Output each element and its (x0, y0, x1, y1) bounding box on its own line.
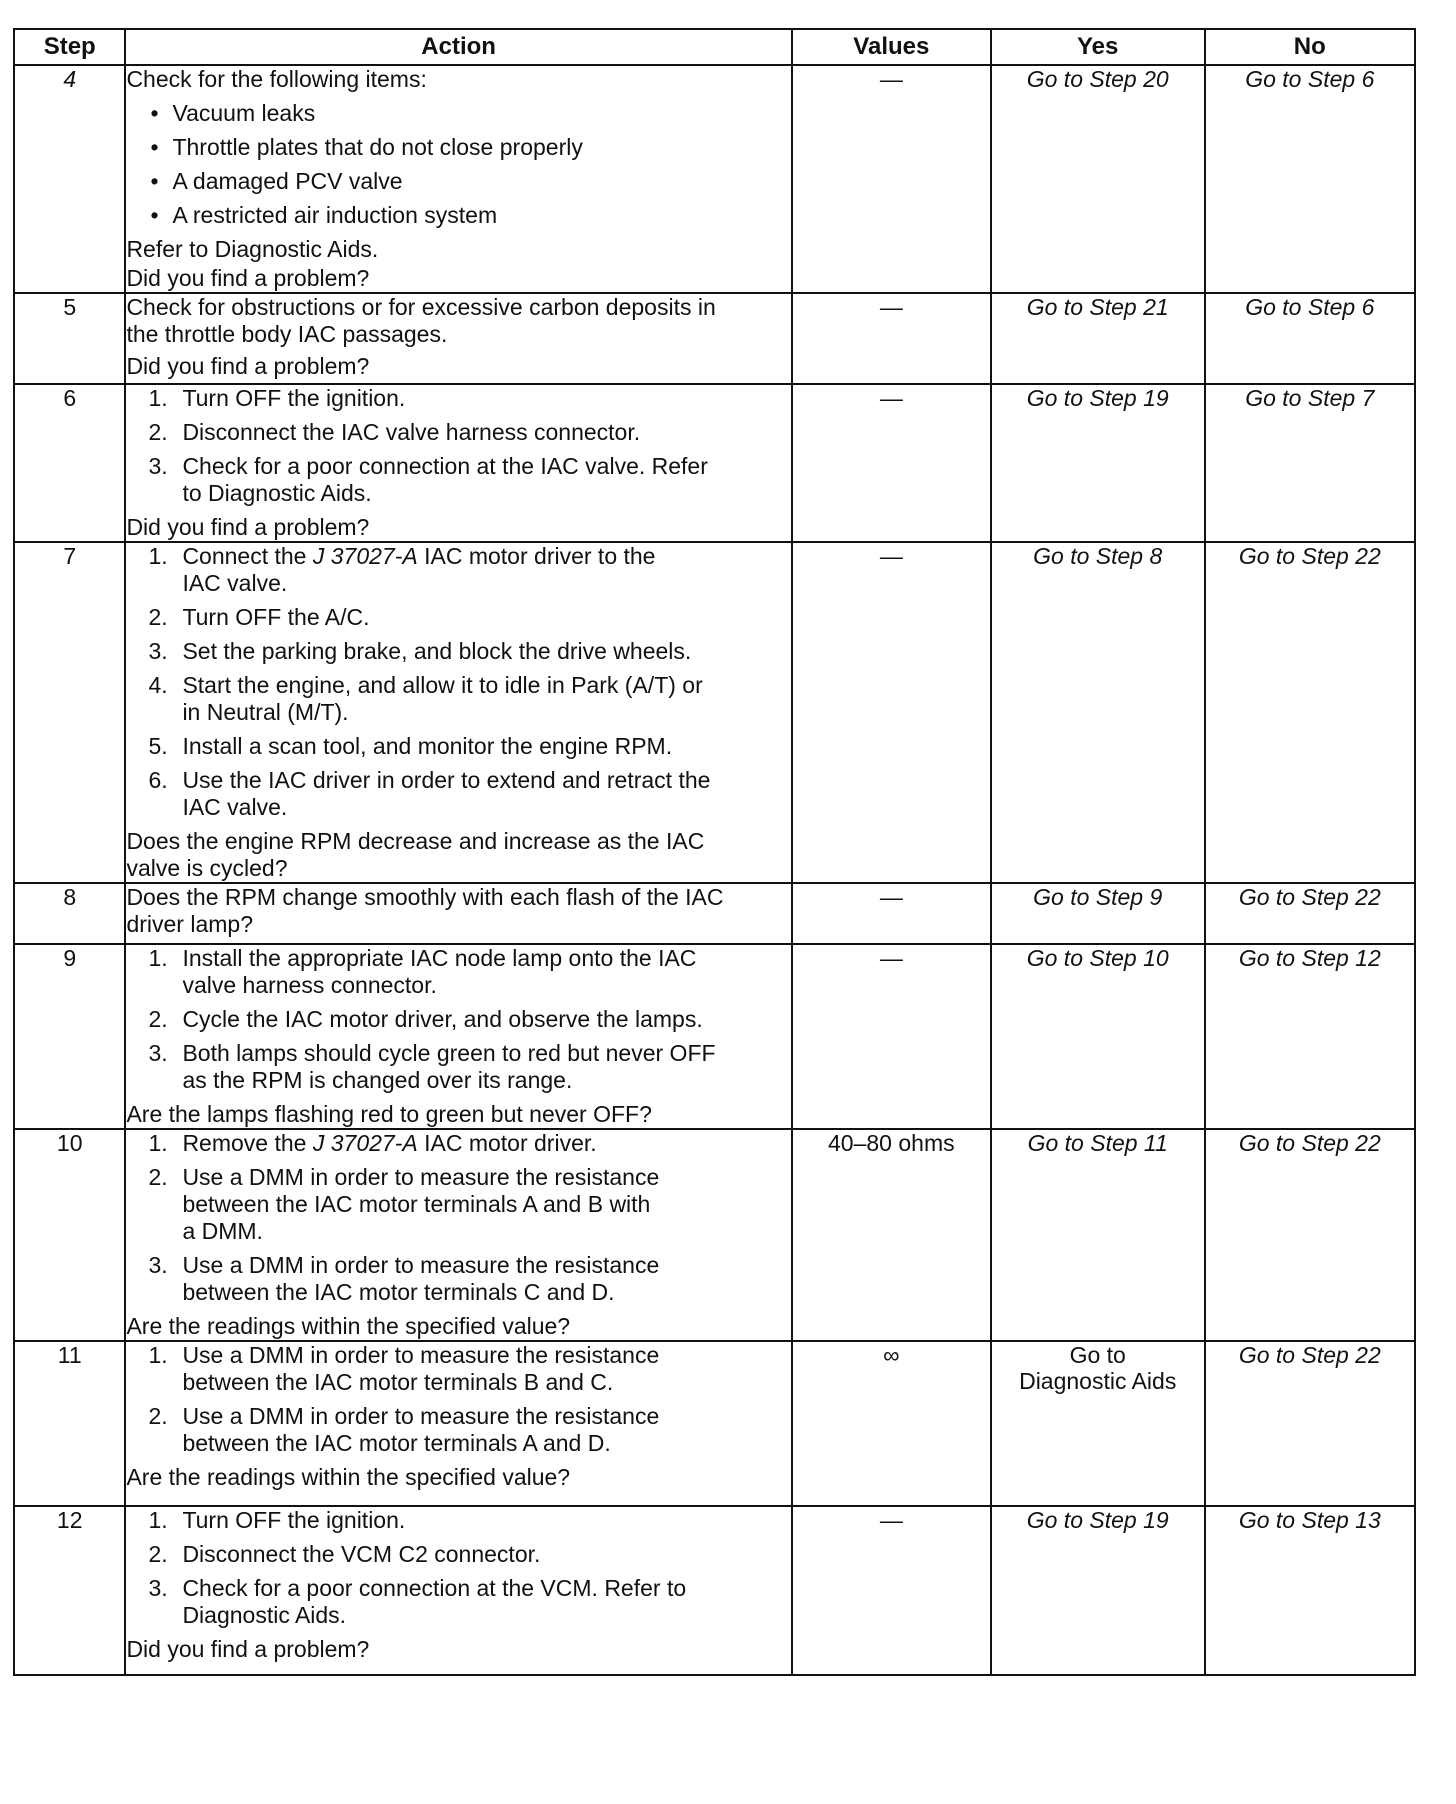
list-number: 1. (148, 1507, 168, 1533)
list-item (126, 1006, 790, 1033)
list-item-text: A damaged PCV valve (172, 168, 403, 194)
table-row (14, 1341, 1415, 1506)
list-number: 4. (148, 672, 168, 698)
list-item-text: Vacuum leaks (172, 100, 316, 126)
list-item (126, 1541, 790, 1568)
list-item (126, 638, 790, 665)
action-note: Refer to Diagnostic Aids. (126, 236, 379, 262)
no-cell: Go to Step 6 (1205, 65, 1415, 293)
list-item-text: Disconnect the IAC valve harness connector. (182, 419, 641, 445)
action-cell (125, 293, 791, 384)
table-row (14, 1129, 1415, 1341)
yes-cell: Go to Step 21 (991, 293, 1205, 384)
list-item-text: in Neutral (M/T). (182, 699, 349, 725)
action-cell (125, 1341, 791, 1506)
bullet-list (126, 100, 790, 229)
list-item (126, 1403, 790, 1457)
list-item-text: Turn OFF the ignition. (182, 1507, 406, 1533)
yes-cell: Go to Step 10 (991, 944, 1205, 1129)
step-number: 6 (14, 384, 125, 542)
list-item (126, 1342, 790, 1396)
list-item-text: Connect the J 37027-A IAC motor driver to the (182, 543, 656, 569)
list-number: 2. (148, 1164, 168, 1190)
list-item-text: between the IAC motor terminals A and B with (182, 1191, 651, 1217)
list-item (126, 733, 790, 760)
list-item-text: to Diagnostic Aids. (182, 480, 372, 506)
list-item-text: Check for a poor connection at the VCM. Refer to (182, 1575, 687, 1601)
list-item-text: between the IAC motor terminals A and D. (182, 1430, 611, 1456)
list-item-text: Install the appropriate IAC node lamp onto the IAC (182, 945, 697, 971)
value-cell: — (792, 293, 991, 384)
list-item (126, 1575, 790, 1629)
action-question: valve is cycled? (126, 855, 288, 881)
table-row (14, 65, 1415, 293)
action-text: Does the RPM change smoothly with each flash of the IAC (126, 884, 724, 910)
numbered-list (126, 1342, 790, 1457)
step-number: 9 (14, 944, 125, 1129)
list-number: 2. (148, 419, 168, 445)
list-item (126, 672, 790, 726)
list-item-text: Cycle the IAC motor driver, and observe the lamps. (182, 1006, 703, 1032)
action-cell (125, 883, 791, 944)
action-question: Did you find a problem? (126, 265, 370, 291)
table-row (14, 542, 1415, 883)
list-item-text: Use the IAC driver in order to extend and retract the (182, 767, 711, 793)
numbered-list (126, 385, 790, 507)
list-number: 3. (148, 453, 168, 479)
table-row (14, 384, 1415, 542)
list-item-text: a DMM. (182, 1218, 263, 1244)
no-cell: Go to Step 22 (1205, 883, 1415, 944)
action-text: the throttle body IAC passages. (126, 321, 448, 347)
list-number: 1. (148, 385, 168, 411)
value-cell: — (792, 65, 991, 293)
action-cell (125, 1506, 791, 1675)
list-number: 2. (148, 1006, 168, 1032)
table-row (14, 293, 1415, 384)
list-item-text: Use a DMM in order to measure the resistance (182, 1252, 660, 1278)
list-item (126, 453, 790, 507)
list-item (126, 419, 790, 446)
list-item-text: Turn OFF the A/C. (182, 604, 370, 630)
yes-cell (991, 1341, 1205, 1506)
header-values: Values (792, 29, 991, 65)
step-number: 7 (14, 542, 125, 883)
value-cell: — (792, 1506, 991, 1675)
list-number: 2. (148, 1403, 168, 1429)
list-item-text: Turn OFF the ignition. (182, 385, 406, 411)
list-item-text: between the IAC motor terminals C and D. (182, 1279, 615, 1305)
list-item: 1. Remove the J 37027-A IAC motor driver. (126, 1130, 790, 1157)
no-cell: Go to Step 7 (1205, 384, 1415, 542)
list-item-text: IAC valve. (182, 570, 288, 596)
no-cell: Go to Step 13 (1205, 1506, 1415, 1675)
list-item (126, 385, 790, 412)
table-row (14, 1506, 1415, 1675)
list-number: 1. (148, 945, 168, 971)
value-cell: — (792, 384, 991, 542)
header-yes: Yes (991, 29, 1205, 65)
step-number: 11 (14, 1341, 125, 1506)
yes-cell: Go to Step 19 (991, 1506, 1205, 1675)
list-item: • Throttle plates that do not close properly (150, 134, 583, 160)
step-number: 8 (14, 883, 125, 944)
value-cell: — (792, 883, 991, 944)
list-item-text: Check for a poor connection at the IAC valve. Refer (182, 453, 708, 479)
list-item (126, 1164, 790, 1245)
step-number: 12 (14, 1506, 125, 1675)
action-cell (125, 65, 791, 293)
value-cell: — (792, 542, 991, 883)
yes-cell: Go to Step 19 (991, 384, 1205, 542)
list-item-text: Disconnect the VCM C2 connector. (182, 1541, 541, 1567)
action-question: Are the readings within the specified value? (126, 1464, 571, 1490)
numbered-list (126, 1130, 790, 1306)
step-number: 10 (14, 1129, 125, 1341)
list-item (126, 1507, 790, 1534)
list-item (126, 1252, 790, 1306)
list-number: 3. (148, 1040, 168, 1066)
no-cell: Go to Step 12 (1205, 944, 1415, 1129)
action-question: Are the readings within the specified value? (126, 1313, 571, 1339)
list-item-text: Install a scan tool, and monitor the engine RPM. (182, 733, 673, 759)
list-item-text: Use a DMM in order to measure the resistance (182, 1342, 660, 1368)
list-number: 3. (148, 638, 168, 664)
list-item: • Vacuum leaks (150, 100, 316, 126)
list-number: 3. (148, 1252, 168, 1278)
action-cell (125, 944, 791, 1129)
action-question: Did you find a problem? (126, 353, 370, 379)
action-cell (125, 1129, 791, 1341)
tool-reference: J 37027-A (312, 1130, 418, 1156)
list-number: 2. (148, 1541, 168, 1567)
value-cell: — (792, 944, 991, 1129)
list-number: 1. (148, 1342, 168, 1368)
list-item-text: Throttle plates that do not close properly (172, 134, 583, 160)
numbered-list (126, 543, 790, 821)
tool-reference: J 37027-A (312, 543, 418, 569)
list-item: 1. Connect the J 37027-A IAC motor driver to the IAC valve. (126, 543, 790, 597)
action-intro: Check for the following items: (126, 66, 427, 92)
yes-cell: Go to Step 11 (991, 1129, 1205, 1341)
list-number: 6. (148, 767, 168, 793)
step-number: 4 (14, 65, 125, 293)
yes-cell-line: Diagnostic Aids (1019, 1368, 1177, 1394)
header-action: Action (125, 29, 791, 65)
list-item-text: Use a DMM in order to measure the resistance (182, 1164, 660, 1190)
numbered-list (126, 945, 790, 1094)
list-item-text: IAC valve. (182, 794, 288, 820)
list-item-text: as the RPM is changed over its range. (182, 1067, 573, 1093)
list-item-text: between the IAC motor terminals B and C. (182, 1369, 614, 1395)
action-question: Did you find a problem? (126, 514, 370, 540)
header-no: No (1205, 29, 1415, 65)
header-step: Step (14, 29, 125, 65)
list-item-text: Start the engine, and allow it to idle in Park (A/T) or (182, 672, 703, 698)
list-item-text: Set the parking brake, and block the drive wheels. (182, 638, 692, 664)
no-cell: Go to Step 22 (1205, 1129, 1415, 1341)
list-item (126, 604, 790, 631)
yes-cell: Go to Step 20 (991, 65, 1205, 293)
value-cell: 40–80 ohms (792, 1129, 991, 1341)
list-item-text: valve harness connector. (182, 972, 437, 998)
no-cell: Go to Step 22 (1205, 1341, 1415, 1506)
action-question: Does the engine RPM decrease and increase as the IAC (126, 828, 705, 854)
action-text: driver lamp? (126, 911, 253, 937)
yes-cell: Go to Step 8 (991, 542, 1205, 883)
no-cell: Go to Step 22 (1205, 542, 1415, 883)
list-item: • A damaged PCV valve (150, 168, 403, 194)
list-item (126, 945, 790, 999)
list-number: 3. (148, 1575, 168, 1601)
action-question: Did you find a problem? (126, 1636, 370, 1662)
no-cell: Go to Step 6 (1205, 293, 1415, 384)
list-number: 5. (148, 733, 168, 759)
action-cell (125, 542, 791, 883)
action-text: Check for obstructions or for excessive carbon deposits in (126, 294, 716, 320)
list-item (126, 1040, 790, 1094)
list-item-text: A restricted air induction system (172, 202, 498, 228)
step-number: 5 (14, 293, 125, 384)
list-item-text: Remove the J 37027-A IAC motor driver. (182, 1130, 597, 1156)
yes-cell: Go to Step 9 (991, 883, 1205, 944)
action-cell (125, 384, 791, 542)
table-row (14, 883, 1415, 944)
diagnostic-table (13, 28, 1416, 1676)
action-question: Are the lamps flashing red to green but never OFF? (126, 1101, 652, 1127)
header-row (14, 29, 1415, 65)
list-item-text: Use a DMM in order to measure the resistance (182, 1403, 660, 1429)
table-row (14, 944, 1415, 1129)
list-item-text: Both lamps should cycle green to red but never OFF (182, 1040, 716, 1066)
value-cell: ∞ (792, 1341, 991, 1506)
list-item-text: Diagnostic Aids. (182, 1602, 347, 1628)
numbered-list (126, 1507, 790, 1629)
yes-cell-line: Go to (1069, 1342, 1126, 1368)
list-item: • A restricted air induction system (150, 202, 498, 228)
list-item (126, 767, 790, 821)
list-number: 2. (148, 604, 168, 630)
